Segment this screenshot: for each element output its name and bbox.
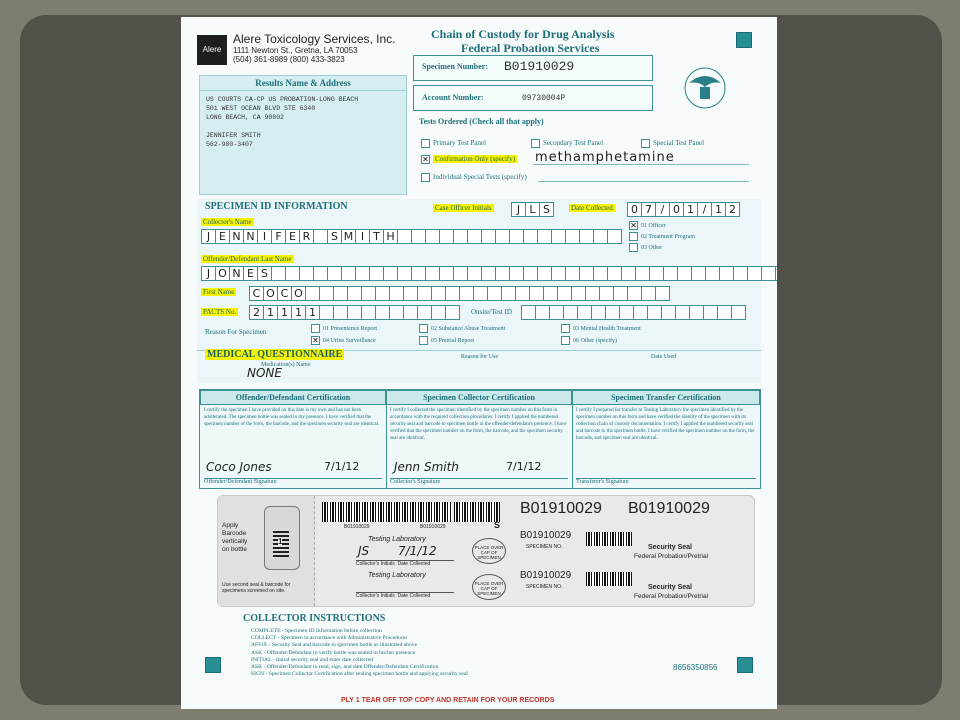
barcode-1 — [322, 502, 452, 522]
char-box — [411, 229, 426, 244]
results-panel — [199, 75, 407, 195]
char-box — [649, 266, 664, 281]
char-box: O — [215, 266, 230, 281]
reason-substance-label: 02 Substance Abuse Treatment — [431, 325, 506, 332]
initials-date-labels-1 — [356, 560, 454, 567]
char-box — [333, 286, 348, 301]
char-box: J — [201, 229, 216, 244]
date-collected-field[interactable] — [627, 202, 739, 217]
char-box — [271, 266, 286, 281]
char-box — [417, 286, 432, 301]
medication-value: NONE — [247, 366, 282, 380]
char-box — [459, 286, 474, 301]
seal-1-specimen-no: SPECIMEN NO. — [526, 544, 563, 550]
char-box: F — [271, 229, 286, 244]
certifications-panel — [199, 389, 761, 489]
char-box — [621, 266, 636, 281]
char-box — [557, 286, 572, 301]
testing-lab-1: Testing Laboratory — [368, 536, 426, 543]
char-box — [593, 229, 608, 244]
results-line: US COURTS CA-CP US PROBATION-LONG BEACH — [206, 96, 359, 103]
char-box — [299, 266, 314, 281]
collector-name-field[interactable] — [201, 229, 621, 244]
char-box — [619, 305, 634, 320]
char-box: C — [277, 286, 292, 301]
char-box — [717, 305, 732, 320]
date-collected-label-1: Date Collected — [397, 561, 431, 567]
reason-presentence[interactable] — [311, 324, 377, 333]
char-box: E — [215, 229, 230, 244]
char-box — [347, 286, 362, 301]
char-box: J — [511, 202, 526, 217]
results-heading: Results Name & Address — [200, 76, 406, 91]
eagle-seal-icon — [681, 65, 729, 111]
reason-label: Reason For Specimen — [205, 328, 267, 336]
char-box: N — [229, 266, 244, 281]
char-box — [431, 286, 446, 301]
char-box — [571, 286, 586, 301]
char-box: J — [201, 266, 216, 281]
char-box — [565, 266, 580, 281]
reason-for-use-label: Reason for Use — [461, 354, 498, 360]
char-box — [691, 266, 706, 281]
char-box — [327, 266, 342, 281]
company-phone: (504) 361-8989 (800) 433-3823 — [233, 55, 345, 64]
specimen-number-label: Specimen Number: — [422, 62, 488, 71]
char-box — [453, 229, 468, 244]
seal-1-title: Security Seal — [648, 544, 692, 551]
char-box — [403, 305, 418, 320]
form-title: Chain of Custody for Drug Analysis — [431, 27, 615, 41]
instruction-item: ASK - Offender/Defendant to verify bottle was sealed in his/her presence — [251, 649, 416, 656]
collector-sig-label: Collector's Signature — [390, 478, 568, 485]
char-box: S — [539, 202, 554, 217]
char-box: 1 — [263, 305, 278, 320]
instruction-item: ASK - Offender/Defendant to read, sign, and date Offender/Defendant Certification — [251, 664, 439, 671]
test-primary-label: Primary Test Panel — [433, 139, 487, 148]
char-box — [285, 266, 300, 281]
collector-initials-hand: JS — [358, 544, 370, 558]
date-used-label: Date Used — [651, 354, 677, 360]
char-box — [411, 266, 426, 281]
reason-other-label: 06 Other (specify) — [573, 337, 617, 344]
corner-square-br — [737, 657, 753, 673]
option-treatment[interactable] — [629, 232, 695, 241]
char-box — [731, 305, 746, 320]
char-box — [733, 266, 748, 281]
seal-1-fed: Federal Probation/Pretrial — [634, 553, 709, 560]
collector-cert — [386, 390, 573, 488]
s-marker-1: S — [494, 520, 501, 530]
transfer-cert-heading: Specimen Transfer Certification — [572, 390, 760, 405]
char-box — [627, 286, 642, 301]
char-box — [543, 286, 558, 301]
char-box — [355, 266, 370, 281]
alere-logo: Alere — [197, 35, 227, 65]
test-individual-label: Individual Special Tests (specify) — [433, 173, 527, 182]
testing-lab-2: Testing Laboratory — [368, 572, 426, 579]
char-box — [585, 286, 600, 301]
bottle-icon — [264, 506, 300, 570]
char-box — [375, 305, 390, 320]
date-collected-label-2: Date Collected — [397, 593, 431, 599]
char-box: 1 — [683, 202, 698, 217]
char-box: T — [369, 229, 384, 244]
char-box — [333, 305, 348, 320]
company-address: 1111 Newton St., Gretna, LA 70053 — [233, 46, 358, 55]
char-box — [481, 266, 496, 281]
char-box: C — [249, 286, 264, 301]
seal-2-title: Security Seal — [648, 584, 692, 591]
char-box — [537, 229, 552, 244]
char-box — [397, 229, 412, 244]
reason-urine-label: 04 Urine Surveillance — [323, 337, 376, 344]
reason-substance[interactable] — [419, 324, 505, 333]
char-box: M — [341, 229, 356, 244]
char-box — [633, 305, 648, 320]
chain-of-custody-form — [181, 17, 777, 709]
char-box: / — [655, 202, 670, 217]
reason-mental-label: 03 Mental Health Treatment — [573, 325, 641, 332]
char-box — [641, 286, 656, 301]
char-box — [375, 286, 390, 301]
char-box: 7 — [641, 202, 656, 217]
char-box — [495, 266, 510, 281]
test-special-label: Special Test Panel — [653, 139, 705, 148]
char-box — [319, 305, 334, 320]
last-name-field[interactable] — [201, 266, 777, 281]
offender-sig-label: Offender/Defendant Signature — [204, 478, 382, 485]
char-box — [313, 229, 328, 244]
char-box — [747, 266, 762, 281]
char-box — [551, 229, 566, 244]
collector-name-label: Collector's Name — [203, 218, 252, 226]
char-box — [607, 266, 622, 281]
char-box: S — [327, 229, 342, 244]
char-box — [467, 266, 482, 281]
reason-presentence-label: 01 Presentence Report — [323, 325, 377, 332]
collector-date: 7/1/12 — [506, 460, 542, 473]
first-name-field[interactable] — [249, 286, 669, 301]
barcode-2 — [454, 502, 500, 522]
char-box — [579, 229, 594, 244]
char-box — [341, 266, 356, 281]
instruction-item: INITIAL - Initial security seal and enter date collected — [251, 656, 373, 663]
char-box — [403, 286, 418, 301]
account-number-label: Account Number: — [422, 93, 484, 102]
date-collected-hand: 7/1/12 — [398, 544, 437, 558]
char-box — [453, 266, 468, 281]
reason-mental[interactable] — [561, 324, 641, 333]
collector-cert-heading: Specimen Collector Certification — [386, 390, 572, 405]
char-box: N — [229, 229, 244, 244]
reason-pretrial-label: 05 Pretrial Report — [431, 337, 474, 344]
individual-line — [538, 181, 749, 182]
char-box — [565, 229, 580, 244]
test-primary[interactable] — [421, 139, 486, 148]
char-box — [425, 266, 440, 281]
initials-date-labels-2 — [356, 592, 454, 599]
char-box — [431, 305, 446, 320]
char-box: E — [243, 266, 258, 281]
char-box: 2 — [725, 202, 740, 217]
char-box — [579, 266, 594, 281]
place-over-cap-1: PLACE OVER CAP OF SPECIMEN — [472, 538, 506, 564]
specimen-id-heading: SPECIMEN ID INFORMATION — [205, 201, 348, 212]
char-box — [445, 286, 460, 301]
reason-urine[interactable]: ✕ 04 Urine Surveillance — [312, 336, 376, 345]
offender-cert — [200, 390, 387, 488]
char-box — [521, 305, 536, 320]
results-address — [200, 91, 406, 153]
char-box — [663, 266, 678, 281]
instructions-list — [251, 628, 468, 678]
char-box — [397, 266, 412, 281]
instruction-item: COLLECT - Specimen in accordance with Administrative Procedures — [251, 635, 408, 642]
onsite-label: Onsite/Test ID — [471, 308, 512, 316]
option-treatment-label: 02 Treatment Program — [641, 233, 695, 240]
confirmation-value: methamphetamine — [535, 150, 675, 165]
tests-ordered-panel — [413, 115, 757, 193]
char-box — [537, 266, 552, 281]
char-box: 0 — [669, 202, 684, 217]
results-line: 501 WEST OCEAN BLVD STE 6340 — [206, 105, 316, 112]
char-box: 1 — [305, 305, 320, 320]
medication-label: Medication(s) Name — [261, 362, 311, 368]
seal-2-fed: Federal Probation/Pretrial — [634, 593, 709, 600]
char-box — [495, 229, 510, 244]
char-box — [389, 286, 404, 301]
char-box — [535, 305, 550, 320]
char-box — [607, 229, 622, 244]
char-box — [705, 266, 720, 281]
seal-2-code: B01910029 — [520, 570, 572, 581]
test-secondary-label: Secondary Test Panel — [543, 139, 604, 148]
char-box — [719, 266, 734, 281]
char-box: E — [285, 229, 300, 244]
char-box — [383, 266, 398, 281]
seal-2-barcode — [586, 572, 632, 586]
char-box: / — [697, 202, 712, 217]
char-box — [775, 266, 777, 281]
barcode-2-number: B01910029 — [420, 524, 446, 530]
char-box — [439, 266, 454, 281]
char-box — [313, 266, 328, 281]
collectors-initials-label-2: Collector's Initials — [356, 593, 395, 599]
specimen-code-big-2: B01910029 — [628, 500, 710, 517]
specimen-number-value: B01910029 — [504, 59, 575, 74]
char-box — [761, 266, 776, 281]
onsite-field[interactable] — [521, 305, 745, 320]
bottle-code: 1 — [278, 537, 283, 546]
char-box — [417, 305, 432, 320]
instruction-item: AFFIX - Security Seal and barcode to specimen bottle as illustrated above — [251, 642, 418, 649]
char-box — [509, 229, 524, 244]
char-box — [425, 229, 440, 244]
first-name-label: First Name — [203, 288, 235, 296]
char-box — [591, 305, 606, 320]
char-box: 0 — [627, 202, 642, 217]
apply-barcode-text: Apply Barcode vertically on bottle — [222, 522, 248, 553]
last-name-label: Offender/Defendant Last Name — [203, 255, 292, 263]
specimen-code-big-1: B01910029 — [520, 500, 602, 517]
char-box: O — [291, 286, 306, 301]
ply-notice: PLY 1 TEAR OFF TOP COPY AND RETAIN FOR YOUR RECORDS — [341, 697, 555, 704]
seal-1-code: B01910029 — [520, 530, 572, 541]
instruction-item: COMPLETE - Specimen ID Information before collection — [251, 628, 382, 634]
corner-square-bl — [205, 657, 221, 673]
option-officer-label: 01 Officer — [641, 222, 666, 229]
char-box — [675, 305, 690, 320]
option-officer[interactable]: ✕ 01 Officer — [630, 221, 666, 230]
char-box — [481, 229, 496, 244]
char-box: I — [355, 229, 370, 244]
char-box — [473, 286, 488, 301]
char-box: S — [257, 266, 272, 281]
seal-1-barcode — [586, 532, 632, 546]
char-box — [655, 286, 670, 301]
date-collected-label: Date Collected — [571, 204, 613, 212]
char-box — [523, 229, 538, 244]
test-confirmation-label: Confirmation Only (specify) — [435, 155, 516, 164]
account-number-value: 09730004P — [522, 94, 566, 103]
medical-heading: MEDICAL QUESTIONNAIRE — [207, 349, 343, 360]
char-box — [445, 305, 460, 320]
confirmation-line — [533, 164, 749, 165]
char-box: N — [243, 229, 258, 244]
offender-cert-text: I certify the specimen I have provided on this date is my own and has not been adulterated. The specimen bottle was sealed in my presence. I have verified that the specimen number of the form, the barcode, and the specimen security seal are identical. — [204, 408, 380, 427]
char-box — [635, 266, 650, 281]
char-box — [361, 286, 376, 301]
test-individual[interactable] — [421, 173, 527, 182]
char-box — [677, 266, 692, 281]
results-line: JENNIFER SMITH — [206, 132, 261, 139]
char-box — [577, 305, 592, 320]
char-box: O — [263, 286, 278, 301]
option-other[interactable] — [629, 243, 662, 252]
test-secondary[interactable] — [531, 139, 603, 148]
transfer-cert-text: I certify I prepared for transfer to Testing Laboratory the specimen identified by the specimen number on this form and have verified the identity of the specimen with its collection chain of custody documentation. I certify I applied the numbered security seal and barcode to the specimen bottle. I have verified the specimen number on the form, the barcode, and specimen seal are identical. — [576, 408, 755, 441]
collector-signature: Jenn Smith — [394, 460, 459, 474]
test-special[interactable] — [641, 139, 704, 148]
char-box — [661, 305, 676, 320]
corner-square-tl — [736, 32, 752, 48]
specimen-number-box — [413, 55, 653, 81]
pacts-field[interactable] — [249, 305, 459, 320]
char-box — [389, 305, 404, 320]
char-box — [593, 266, 608, 281]
collector-cert-text: I certify I collected the specimen identified by the specimen number on this form in accordance with the required collection procedures. I certify I applied the numbered security seal and barcode to specimen bottle in the offender/defendant's presence. I have verified that the specimen number on the form, the barcode, and the specimen security seal are identical. — [390, 408, 567, 441]
tests-heading: Tests Ordered (Check all that apply) — [419, 117, 544, 126]
char-box: 1 — [277, 305, 292, 320]
char-box — [703, 305, 718, 320]
char-box: H — [383, 229, 398, 244]
case-officer-initials-field[interactable] — [511, 202, 553, 217]
transfer-sig-label: Transferer's Signature — [576, 478, 756, 485]
char-box: I — [257, 229, 272, 244]
offender-date: 7/1/12 — [324, 460, 360, 473]
char-box — [467, 229, 482, 244]
test-confirmation[interactable]: ✕ Confirmation Only (specify) — [422, 155, 516, 164]
account-number-box — [413, 85, 653, 111]
char-box — [515, 286, 530, 301]
char-box — [689, 305, 704, 320]
char-box — [563, 305, 578, 320]
char-box: L — [525, 202, 540, 217]
barcode-1-number: B01910029 — [344, 524, 370, 530]
char-box — [319, 286, 334, 301]
char-box: 2 — [249, 305, 264, 320]
char-box: R — [299, 229, 314, 244]
instruction-item: SIGN - Specimen Collector Certification after sealing specimen bottle and applying security seal — [251, 671, 468, 678]
form-subtitle: Federal Probation Services — [461, 41, 600, 55]
results-line: LONG BEACH, CA 90802 — [206, 114, 285, 121]
offender-signature: Coco Jones — [206, 460, 272, 474]
barcode-label-sheet — [217, 495, 755, 607]
char-box — [501, 286, 516, 301]
seal-2-specimen-no: SPECIMEN NO. — [526, 584, 563, 590]
char-box — [523, 266, 538, 281]
reason-pretrial[interactable] — [419, 336, 474, 345]
reason-other[interactable] — [561, 336, 617, 345]
company-name: Alere Toxicology Services, Inc. — [233, 32, 396, 46]
char-box — [361, 305, 376, 320]
results-line: 562-980-3407 — [206, 141, 253, 148]
char-box — [613, 286, 628, 301]
case-officer-initials-label: Case Officer Initials — [435, 204, 492, 212]
offender-cert-heading: Offender/Defendant Certification — [200, 390, 386, 405]
bottle-illustration-panel — [218, 496, 315, 606]
char-box — [369, 266, 384, 281]
char-box: 1 — [291, 305, 306, 320]
char-box — [605, 305, 620, 320]
char-box — [647, 305, 662, 320]
instructions-heading: COLLECTOR INSTRUCTIONS — [243, 613, 386, 624]
char-box — [509, 266, 524, 281]
serial-number: 8656350856 — [673, 663, 718, 672]
results-line — [206, 122, 400, 131]
char-box — [305, 286, 320, 301]
option-other-label: 03 Other — [641, 244, 663, 251]
char-box — [599, 286, 614, 301]
char-box — [347, 305, 362, 320]
char-box — [551, 266, 566, 281]
char-box — [549, 305, 564, 320]
char-box — [529, 286, 544, 301]
char-box — [439, 229, 454, 244]
char-box — [487, 286, 502, 301]
collectors-initials-label-1: Collector's Initials — [356, 561, 395, 567]
pacts-label: PACTS No. — [203, 308, 237, 316]
place-over-cap-2: PLACE OVER CAP OF SPECIMEN — [472, 574, 506, 600]
use-second-seal-text: Use second seal & barcode for specimens screened on site. — [222, 582, 291, 594]
char-box: 1 — [711, 202, 726, 217]
transfer-cert — [572, 390, 760, 488]
